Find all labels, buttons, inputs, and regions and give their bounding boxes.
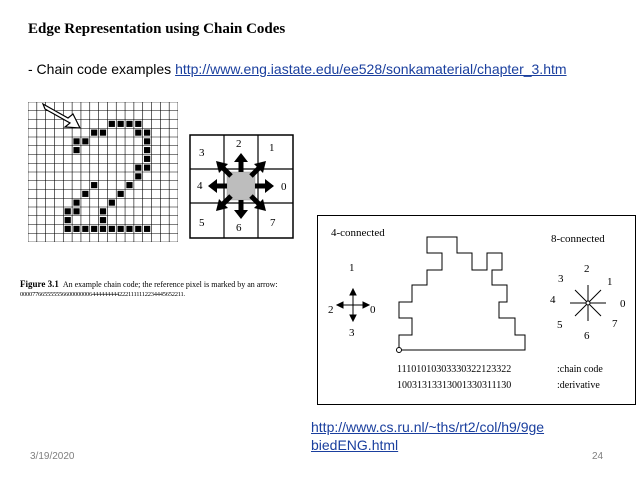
filled-pixel bbox=[144, 156, 150, 162]
chain-code-label: :chain code bbox=[557, 364, 603, 375]
pixel-grid-figure bbox=[28, 102, 178, 242]
filled-pixel bbox=[118, 121, 124, 127]
cs-ru-link-line1[interactable]: http://www.cs.ru.nl/~ths/rt2/col/h9/9ge bbox=[311, 419, 545, 435]
slide-page-number: 24 bbox=[592, 451, 604, 462]
center-pixel bbox=[227, 172, 255, 200]
filled-pixel bbox=[118, 226, 124, 232]
four-label-2: 2 bbox=[328, 304, 334, 316]
filled-pixel bbox=[109, 121, 115, 127]
filled-pixel bbox=[126, 121, 132, 127]
filled-pixel bbox=[73, 208, 79, 214]
dir-label-6: 6 bbox=[236, 222, 242, 234]
filled-pixel bbox=[91, 130, 97, 136]
eight-label-1: 1 bbox=[607, 276, 613, 288]
figure-caption bbox=[20, 279, 320, 298]
slide-date: 3/19/2020 bbox=[30, 451, 75, 462]
filled-pixel bbox=[126, 182, 132, 188]
filled-pixel bbox=[82, 191, 88, 197]
eight-label-2: 2 bbox=[584, 263, 590, 275]
filled-pixel bbox=[144, 165, 150, 171]
four-label-3: 3 bbox=[349, 327, 355, 339]
four-label-0: 0 bbox=[370, 304, 376, 316]
filled-pixel bbox=[144, 130, 150, 136]
chain-code-value: 11101010303330322123322 bbox=[397, 364, 512, 375]
reference-arrow-icon bbox=[43, 104, 80, 128]
filled-pixel bbox=[144, 138, 150, 144]
eight-label-7: 7 bbox=[612, 318, 618, 330]
eight-connected-title: 8-connected bbox=[551, 233, 605, 245]
connectivity-figure bbox=[317, 215, 636, 405]
filled-pixel bbox=[109, 226, 115, 232]
filled-pixel bbox=[91, 226, 97, 232]
filled-pixel bbox=[100, 226, 106, 232]
filled-pixel bbox=[73, 226, 79, 232]
dir-label-3: 3 bbox=[199, 147, 205, 159]
dir-label-0: 0 bbox=[281, 181, 287, 193]
slide-title: Edge Representation using Chain Codes bbox=[28, 21, 286, 37]
dir-label-7: 7 bbox=[270, 217, 276, 229]
eight-label-5: 5 bbox=[557, 319, 563, 331]
dir-label-4: 4 bbox=[197, 180, 203, 192]
dir-label-2: 2 bbox=[236, 138, 242, 150]
filled-pixel bbox=[144, 226, 150, 232]
caption-label: Figure 3.1 bbox=[20, 279, 59, 289]
eight-label-0: 0 bbox=[620, 298, 626, 310]
filled-pixel bbox=[118, 191, 124, 197]
filled-pixel bbox=[91, 182, 97, 188]
filled-pixel bbox=[100, 208, 106, 214]
filled-pixel bbox=[135, 226, 141, 232]
filled-pixel bbox=[144, 147, 150, 153]
filled-pixel bbox=[82, 226, 88, 232]
iastate-link[interactable]: http://www.eng.iastate.edu/ee528/sonkamaterial/chapter_3.htm bbox=[175, 61, 567, 77]
direction-diagram bbox=[189, 134, 294, 239]
filled-pixel bbox=[100, 217, 106, 223]
filled-pixel bbox=[73, 147, 79, 153]
filled-pixel bbox=[82, 138, 88, 144]
cs-ru-link[interactable] bbox=[311, 418, 611, 454]
filled-pixel bbox=[126, 226, 132, 232]
derivative-value: 10031313313001330311130 bbox=[397, 380, 512, 391]
filled-pixel bbox=[135, 165, 141, 171]
caption-chain-code: 0000776655555566000000064444444442221111112234445652211. bbox=[20, 291, 185, 298]
derivative-label: :derivative bbox=[557, 380, 600, 391]
filled-pixel bbox=[73, 138, 79, 144]
filled-pixel bbox=[65, 208, 71, 214]
filled-pixel bbox=[100, 130, 106, 136]
filled-pixel bbox=[65, 217, 71, 223]
eight-connected-star-icon bbox=[570, 285, 606, 321]
cs-ru-link-line2[interactable]: biedENG.html bbox=[311, 437, 399, 453]
caption-text: An example chain code; the reference pixel is marked by an arrow: bbox=[62, 280, 278, 289]
eight-label-3: 3 bbox=[558, 273, 564, 285]
chain-code-examples-line bbox=[28, 61, 567, 77]
filled-pixel bbox=[135, 130, 141, 136]
four-label-1: 1 bbox=[349, 262, 355, 274]
filled-pixel bbox=[109, 200, 115, 206]
eight-label-6: 6 bbox=[584, 330, 590, 342]
dir-label-5: 5 bbox=[199, 217, 205, 229]
filled-pixel bbox=[65, 226, 71, 232]
eight-label-4: 4 bbox=[550, 294, 556, 306]
dir-label-1: 1 bbox=[269, 142, 275, 154]
filled-pixel bbox=[135, 121, 141, 127]
four-connected-title: 4-connected bbox=[331, 227, 385, 239]
filled-pixel bbox=[73, 200, 79, 206]
examples-prefix: - Chain code examples bbox=[28, 61, 176, 77]
filled-pixel bbox=[135, 173, 141, 179]
